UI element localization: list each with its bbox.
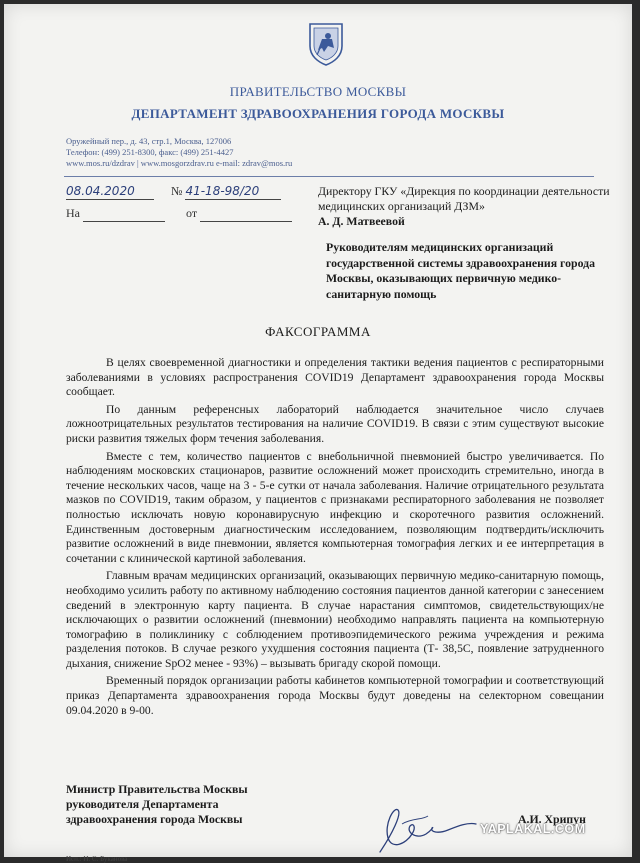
paragraph: Вместе с тем, количество пациентов с внебольничной пневмонией быстро увеличивается. По наблюдениям московских стационаров, развитие осложнений может происходить стремительно, иногда в течение нескольких часов, чаще на 3 - 5-е сутки от начала заболевания. Наличие отрицательного результата мазков по COVID19, таким образом, у пациентов с признаками респираторного заболевания не позволяет полностью исключать новую коронавирусную инфекцию и скоротечного развития осложнений. Единственным достоверным диагностическим исследованием, позволяющим подтвердить/исключить развитие осложнений в виде пневмонии, является компьютерная томография легких и ее интерпретация в сочетании с клинической картиной заболевания. bbox=[66, 449, 604, 565]
na-label: На bbox=[66, 206, 80, 220]
number-label: № bbox=[171, 184, 183, 198]
document-body bbox=[66, 356, 604, 721]
signer-title bbox=[66, 782, 248, 827]
contact-block bbox=[66, 136, 292, 169]
web-line: www.mos.ru/dzdrav | www.mosgorzdrav.ru e-mail: zdrav@mos.ru bbox=[66, 158, 293, 168]
signer-title-line: Министр Правительства Москвы bbox=[66, 782, 248, 796]
header-divider bbox=[64, 176, 594, 177]
paragraph: Главным врачам медицинских организаций, оказывающих первичную медико-санитарную помощь, необходимо усилить работу по активному наблюдению состояния пациентов данной категории с занесением сведений в электронную карту пациента. В случае нарастания симптомов, свидетельствующих/не исключающих о развитии осложнений (пневмонии) необходимо направлять пациента на компьютерную томографию в поликлинику с соблюдением противоэпидемического режима учреждения и режима разделения потоков. В случае резкого ухудшения состояния пациента (Т- 38,5С, появление затрудненного дыхания, снижение SpO2 менее - 93%) – вызывать бригаду скорой помощи. bbox=[66, 569, 604, 670]
signer-title-line: здравоохранения города Москвы bbox=[66, 812, 243, 826]
paragraph: По данным референсных лабораторий наблюдается значительное число случаев ложноотрицательных результатов тестирования на наличие COVID19. В связи с этим существуют высокие риски развития тяжелых форм течения заболевания. bbox=[66, 402, 604, 445]
moscow-coat-of-arms-icon bbox=[308, 22, 344, 66]
addressee-heads: Руководителям медицинских организаций государственной системы здравоохранения города Москвы, оказывающих первичную медико-санитарную помощь bbox=[326, 240, 596, 301]
registration-date: 08.04.2020 bbox=[66, 184, 135, 198]
signer-name: А.И. Хрипун bbox=[518, 812, 586, 826]
addressee-director bbox=[318, 184, 618, 229]
org-name-department: ДЕПАРТАМЕНТ ЗДРАВООХРАНЕНИЯ ГОРОДА МОСКВЫ bbox=[131, 106, 505, 121]
addressee-director-name: А. Д. Матвеевой bbox=[318, 214, 405, 228]
executor-note: Исп.: Н. С. Буканова bbox=[66, 855, 128, 863]
address-line: Оружейный пер., д. 43, стр.1, Москва, 127006 bbox=[66, 136, 232, 146]
handwritten-signature bbox=[372, 804, 482, 860]
ot-label: от bbox=[186, 206, 198, 220]
org-name-government: ПРАВИТЕЛЬСТВО МОСКВЫ bbox=[229, 84, 407, 99]
registration-number: 41-18-98/20 bbox=[185, 184, 260, 198]
phone-line: Телефон: (499) 251-8300, факс: (499) 251-4427 bbox=[66, 147, 234, 157]
addressee-director-text: Директору ГКУ «Дирекция по координации деятельности медицинских организаций ДЗМ» bbox=[318, 184, 610, 213]
paragraph: Временный порядок организации работы кабинетов компьютерной томографии и соответствующий приказ Департамента здравоохранения города Москвы будут доведены на селекторном совещании 09.04.2020 в 9-00. bbox=[66, 674, 604, 717]
document-type: ФАКСОГРАММА bbox=[265, 324, 371, 339]
document-page bbox=[4, 4, 632, 863]
paragraph: В целях своевременной диагностики и определения тактики ведения пациентов с респираторными заболеваниями в условиях распространения COVID19 Департамент здравоохранения города Москвы сообщает. bbox=[66, 356, 604, 399]
site-watermark: YAPLAKAL.COM bbox=[480, 822, 586, 836]
signer-title-line: руководителя Департамента bbox=[66, 797, 219, 811]
